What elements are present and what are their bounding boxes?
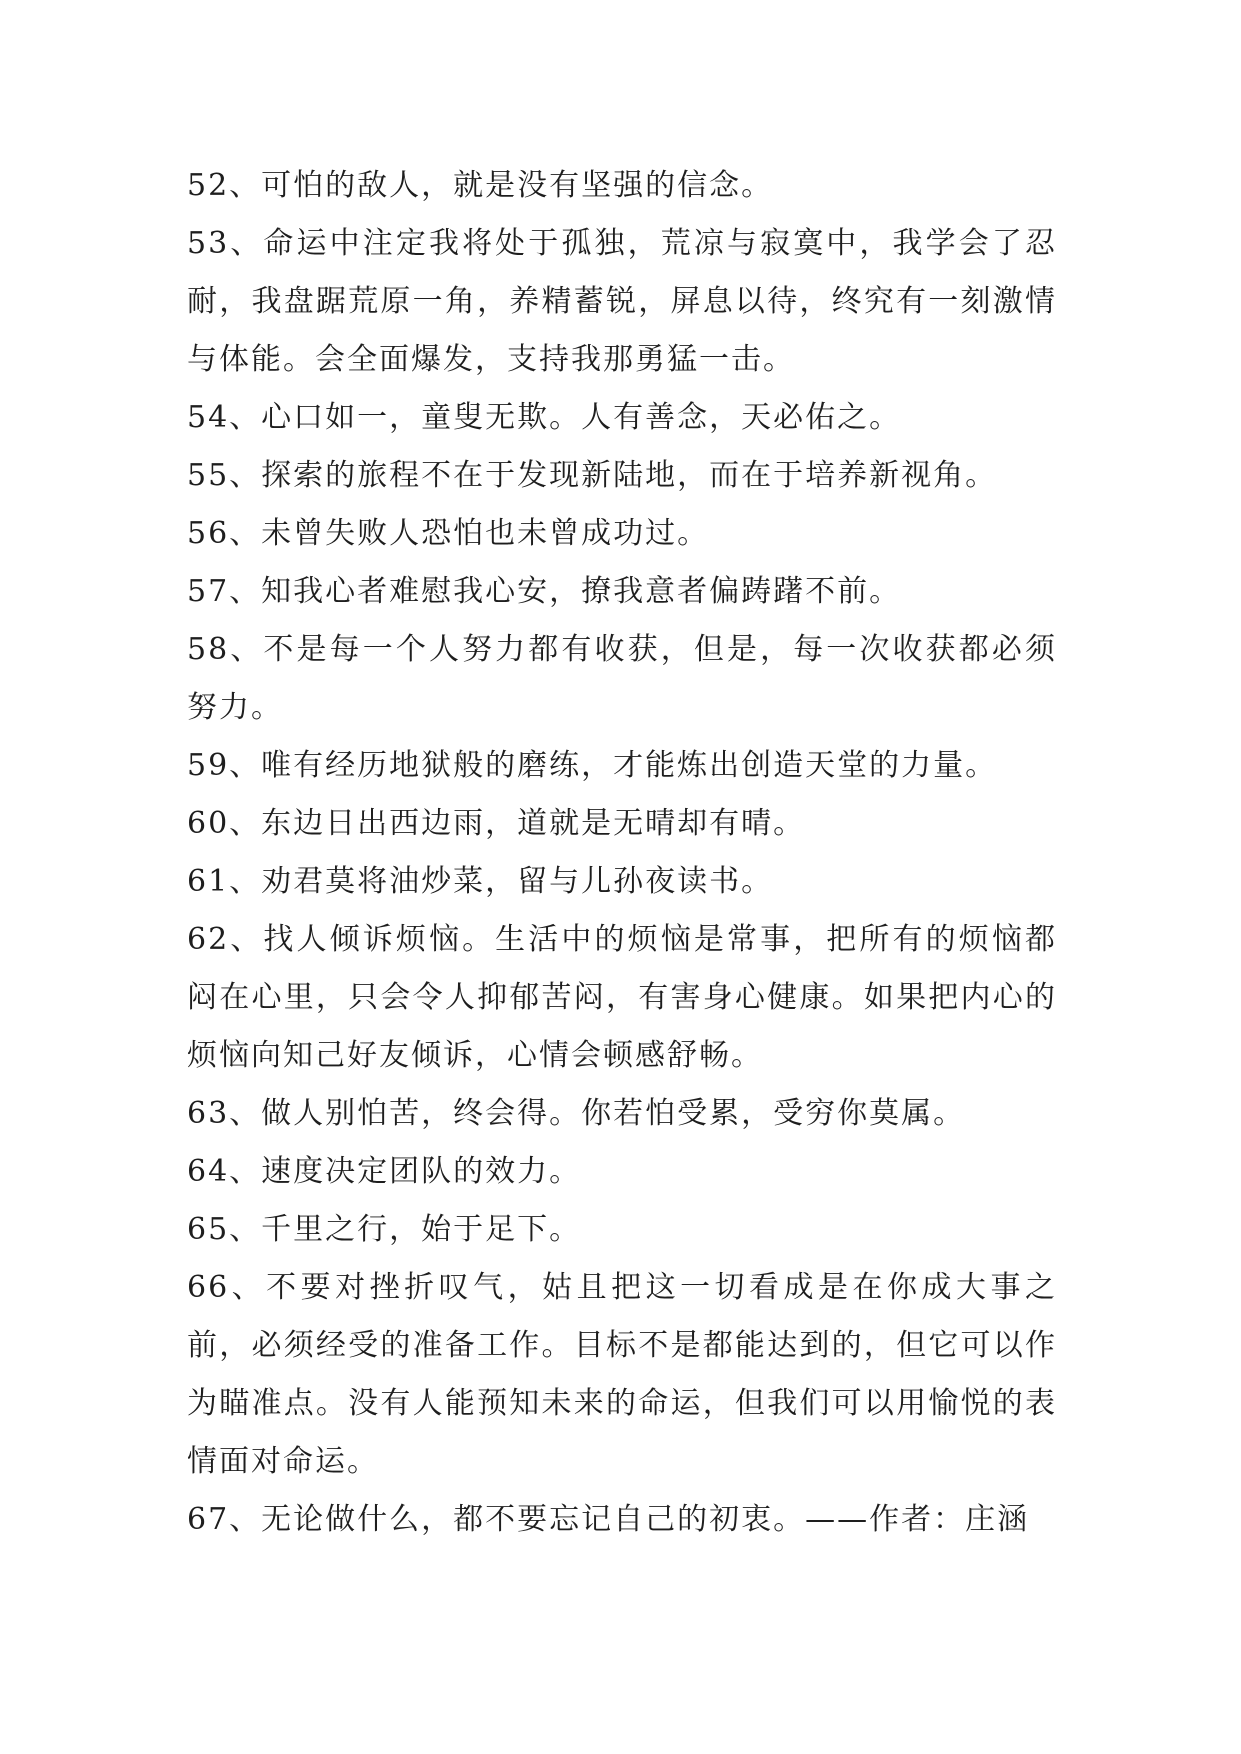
quote-item-57: 57、知我心者难慰我心安，撩我意者偏踌躇不前。 xyxy=(187,574,902,609)
quote-item-65: 65、千里之行，始于足下。 xyxy=(187,1212,582,1247)
quote-item-52: 52、可怕的敌人，就是没有坚强的信念。 xyxy=(187,168,774,203)
quote-item-59: 59、唯有经历地狱般的磨练，才能炼出创造天堂的力量。 xyxy=(187,748,998,783)
quote-item-54: 54、心口如一，童叟无欺。人有善念，天必佑之。 xyxy=(187,400,902,435)
quote-item-53: 53、命运中注定我将处于孤独，荒凉与寂寞中，我学会了忍耐，我盘踞荒原一角，养精蓄锐，屏息以待，终究有一刻激情与体能。会全面爆发，支持我那勇猛一击。 xyxy=(187,226,1057,377)
quote-item-63: 63、做人别怕苦，终会得。你若怕受累，受穷你莫属。 xyxy=(187,1096,966,1131)
quote-list xyxy=(187,157,1057,1549)
quote-item-64: 64、速度决定团队的效力。 xyxy=(187,1154,582,1189)
quote-item-56: 56、未曾失败人恐怕也未曾成功过。 xyxy=(187,516,710,551)
quote-item-62: 62、找人倾诉烦恼。生活中的烦恼是常事，把所有的烦恼都闷在心里，只会令人抑郁苦闷，有害身心健康。如果把内心的烦恼向知己好友倾诉，心情会顿感舒畅。 xyxy=(187,922,1057,1073)
quote-item-66: 66、不要对挫折叹气，姑且把这一切看成是在你成大事之前，必须经受的准备工作。目标不是都能达到的，但它可以作为瞄准点。没有人能预知未来的命运，但我们可以用愉悦的表情面对命运。 xyxy=(187,1270,1057,1479)
quote-item-67: 67、无论做什么，都不要忘记自己的初衷。——作者：庄涵 xyxy=(187,1502,1030,1537)
quote-item-60: 60、东边日出西边雨，道就是无晴却有晴。 xyxy=(187,806,806,841)
quote-item-58: 58、不是每一个人努力都有收获，但是，每一次收获都必须努力。 xyxy=(187,632,1057,725)
quote-item-61: 61、劝君莫将油炒菜，留与儿孙夜读书。 xyxy=(187,864,774,899)
quote-item-55: 55、探索的旅程不在于发现新陆地，而在于培养新视角。 xyxy=(187,458,998,493)
